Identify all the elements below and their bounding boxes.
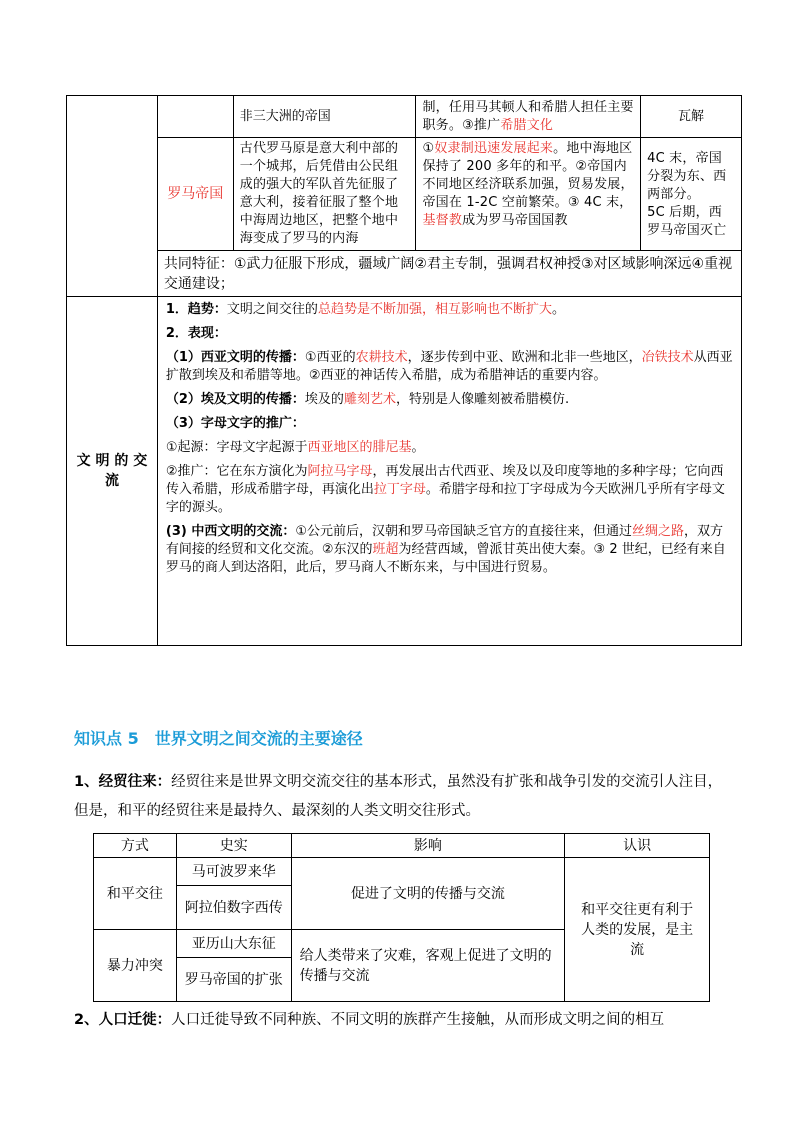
egypt-text-1: 埃及的: [304, 392, 344, 407]
china-west-text-2: ，双方有间接的经贸和文化交流。②东汉的: [165, 524, 724, 557]
alphabet-title: （3）字母文字的推广：: [165, 416, 305, 431]
trend-highlight: 总趋势是不断加强，相互影响也不断扩大: [317, 302, 552, 317]
rome-name-cell: [157, 138, 233, 251]
trade-label: 1、经贸往来：: [74, 774, 172, 790]
header-view-label: 认识: [623, 837, 652, 854]
peace-effect-cell: [291, 858, 565, 930]
section-title: 知识点 5 世界文明之间交流的主要途径: [74, 729, 363, 748]
exchange-label: 文 明 的 交 流: [76, 453, 148, 489]
rome-rule-highlight-1: 奴隶制迅速发展起来: [434, 141, 554, 156]
header-facts: [176, 834, 291, 858]
header-view: [565, 834, 710, 858]
rome-rise-cell: [233, 138, 416, 251]
empire-label: 非三大洲的帝国: [239, 108, 331, 124]
alphabet-origin-highlight: 西亚地区的腓尼基: [307, 440, 412, 455]
alphabet-spread-text-3: 。希腊字母和拉丁字母成为今天欧洲几乎所有字母文字的源头。: [165, 482, 725, 515]
west-asia-text-2: ，逐步传到中亚、欧洲和北非一些地区，: [407, 350, 642, 365]
trend-line: [166, 301, 733, 319]
peace-fact-2: 阿拉伯数字西传: [184, 899, 283, 916]
alphabet-spread-text-1: ②推广：它在东方演化为: [165, 464, 308, 479]
west-asia-paragraph: [166, 349, 733, 385]
peace-fact-1: 马可波罗来华: [191, 863, 276, 880]
war-label: 暴力冲突: [106, 957, 163, 974]
header-method: [94, 834, 177, 858]
header-effect-label: 影响: [413, 837, 442, 854]
war-fact-1-cell: [176, 930, 291, 958]
war-cell: [94, 930, 177, 1002]
header-effect: [291, 834, 565, 858]
rome-rise-text: 古代罗马原是意大利中部的一个城邦，后凭借由公民组成的强大的军队首先征服了意大利，接着征服了整个地中海周边地区，把整个地中海变成了罗马的内海: [239, 141, 399, 246]
west-asia-text-1: ①西亚的: [304, 350, 356, 365]
rome-name: 罗马帝国: [167, 185, 224, 202]
empire-detail-cell: [416, 96, 641, 138]
egypt-paragraph: [166, 391, 733, 409]
china-west-text-1: ①公元前后，汉朝和罗马帝国缺乏官方的直接往来，但通过: [295, 524, 632, 539]
empire-name-cell-empty: [157, 96, 233, 138]
header-facts-label: 史实: [219, 837, 248, 854]
alphabet-spread: [166, 463, 733, 517]
rome-rule-marker: ①: [422, 141, 435, 156]
war-fact-2-cell: [176, 958, 291, 1002]
migration-label: 2、人口迁徙：: [74, 1012, 172, 1028]
peace-effect: 促进了文明的传播与交流: [350, 885, 505, 902]
header-method-label: 方式: [120, 837, 149, 854]
rome-rule-cell: [416, 138, 641, 251]
peace-label: 和平交往: [106, 885, 163, 902]
west-asia-highlight-2: 冶铁技术: [641, 350, 694, 365]
conclusion-cell: [565, 858, 710, 1002]
china-west-text-3: 为经营西域，曾派甘英出使大秦。③ 2 世纪，已经有来自罗马的商人到达洛阳，此后，罗马商人不断东来，与中国进行贸易。: [165, 542, 726, 575]
empire-result-cell: [641, 96, 742, 138]
empire-category-cell: [67, 96, 158, 297]
migration-paragraph: [74, 1006, 744, 1035]
empire-table: [66, 95, 742, 646]
west-asia-title: （1）西亚文明的传播：: [165, 350, 305, 365]
rome-rule-highlight-2: 基督教: [422, 213, 463, 228]
alphabet-spread-highlight-2: 拉丁字母: [373, 482, 426, 497]
west-asia-text-3: 从西亚扩散到埃及和希腊等地。②西亚的神话传入希腊，成为希腊神话的重要内容。: [165, 350, 733, 383]
empire-label-cell: [233, 96, 416, 138]
rome-rule-text-1: 。地中海地区保持了 200 多年的和平。②帝国内不同地区经济联系加强，贸易发展，帝国在 1-2C 空前繁荣。③ 4C 末，: [422, 141, 634, 210]
trend-end: 。: [551, 302, 565, 317]
common-features-cell: [157, 251, 741, 297]
trade-paragraph: [74, 768, 734, 826]
exchange-content-cell: [157, 297, 741, 646]
empire-detail-text: 制，任用马其顿人和希腊人担任主要职务。③推广: [422, 99, 634, 133]
alphabet-spread-text-2: ，再发展出古代西亚、埃及以及印度等地的多种字母；它向西传入希腊，形成希腊字母，再演化出: [165, 464, 724, 497]
trade-text: 经贸往来是世界文明交流交往的基本形式，虽然没有扩张和战争引发的交流引人注目，但是，和平的经贸往来是最持久、最深刻的人类文明交往形式。: [74, 774, 723, 819]
migration-text: 人口迁徙导致不同种族、不同文明的族群产生接触，从而形成文明之间的相互: [171, 1012, 665, 1028]
empire-result: 瓦解: [678, 108, 705, 124]
egypt-text-2: ，特别是人像雕刻被希腊模仿.: [395, 392, 570, 407]
alphabet-origin: [166, 439, 733, 457]
exchange-label-cell: [67, 297, 158, 646]
west-asia-highlight-1: 农耕技术: [355, 350, 408, 365]
rome-fall-1: 4C 末，帝国分裂为东、西两部分。: [647, 151, 727, 202]
rome-fall-cell: [641, 138, 742, 251]
alphabet-origin-text-1: ①起源：字母文字起源于: [165, 440, 308, 455]
rome-fall-2: 5C 后期，西罗马帝国灭亡: [647, 205, 727, 238]
egypt-title: （2）埃及文明的传播：: [165, 392, 305, 407]
china-west-highlight-2: 班超: [372, 542, 399, 557]
trend-text: 文明之间交往的: [226, 302, 318, 317]
alphabet-spread-highlight-1: 阿拉马字母: [307, 464, 373, 479]
empire-detail-highlight: 希腊文化: [500, 117, 554, 133]
common-features-text: 共同特征：①武力征服下形成，疆域广阔②君主专制，强调君权神授③对区域影响深远④重视交通建设；: [163, 255, 733, 292]
war-fact-2: 罗马帝国的扩张: [184, 971, 283, 988]
china-west-paragraph: [166, 523, 733, 577]
peace-fact-2-cell: [176, 886, 291, 930]
war-effect: 给人类带来了灾难，客观上促进了文明的传播与交流: [299, 947, 552, 984]
ways-table: [93, 833, 710, 1002]
china-west-title: (3) 中西文明的交流：: [165, 524, 296, 539]
egypt-highlight: 雕刻艺术: [343, 392, 396, 407]
alphabet-origin-text-2: 。: [411, 440, 425, 455]
war-effect-cell: [291, 930, 565, 1002]
conclusion-text: 和平交往更有利于人类的发展，是主流: [581, 901, 694, 958]
performance-title: 2．表现：: [165, 326, 227, 341]
trend-title: 1．趋势：: [165, 302, 227, 317]
rome-rule-text-2: 成为罗马帝国国教: [462, 213, 568, 228]
china-west-highlight-1: 丝绸之路: [632, 524, 685, 539]
peace-fact-1-cell: [176, 858, 291, 886]
war-fact-1: 亚历山大东征: [191, 935, 276, 952]
peace-cell: [94, 858, 177, 930]
